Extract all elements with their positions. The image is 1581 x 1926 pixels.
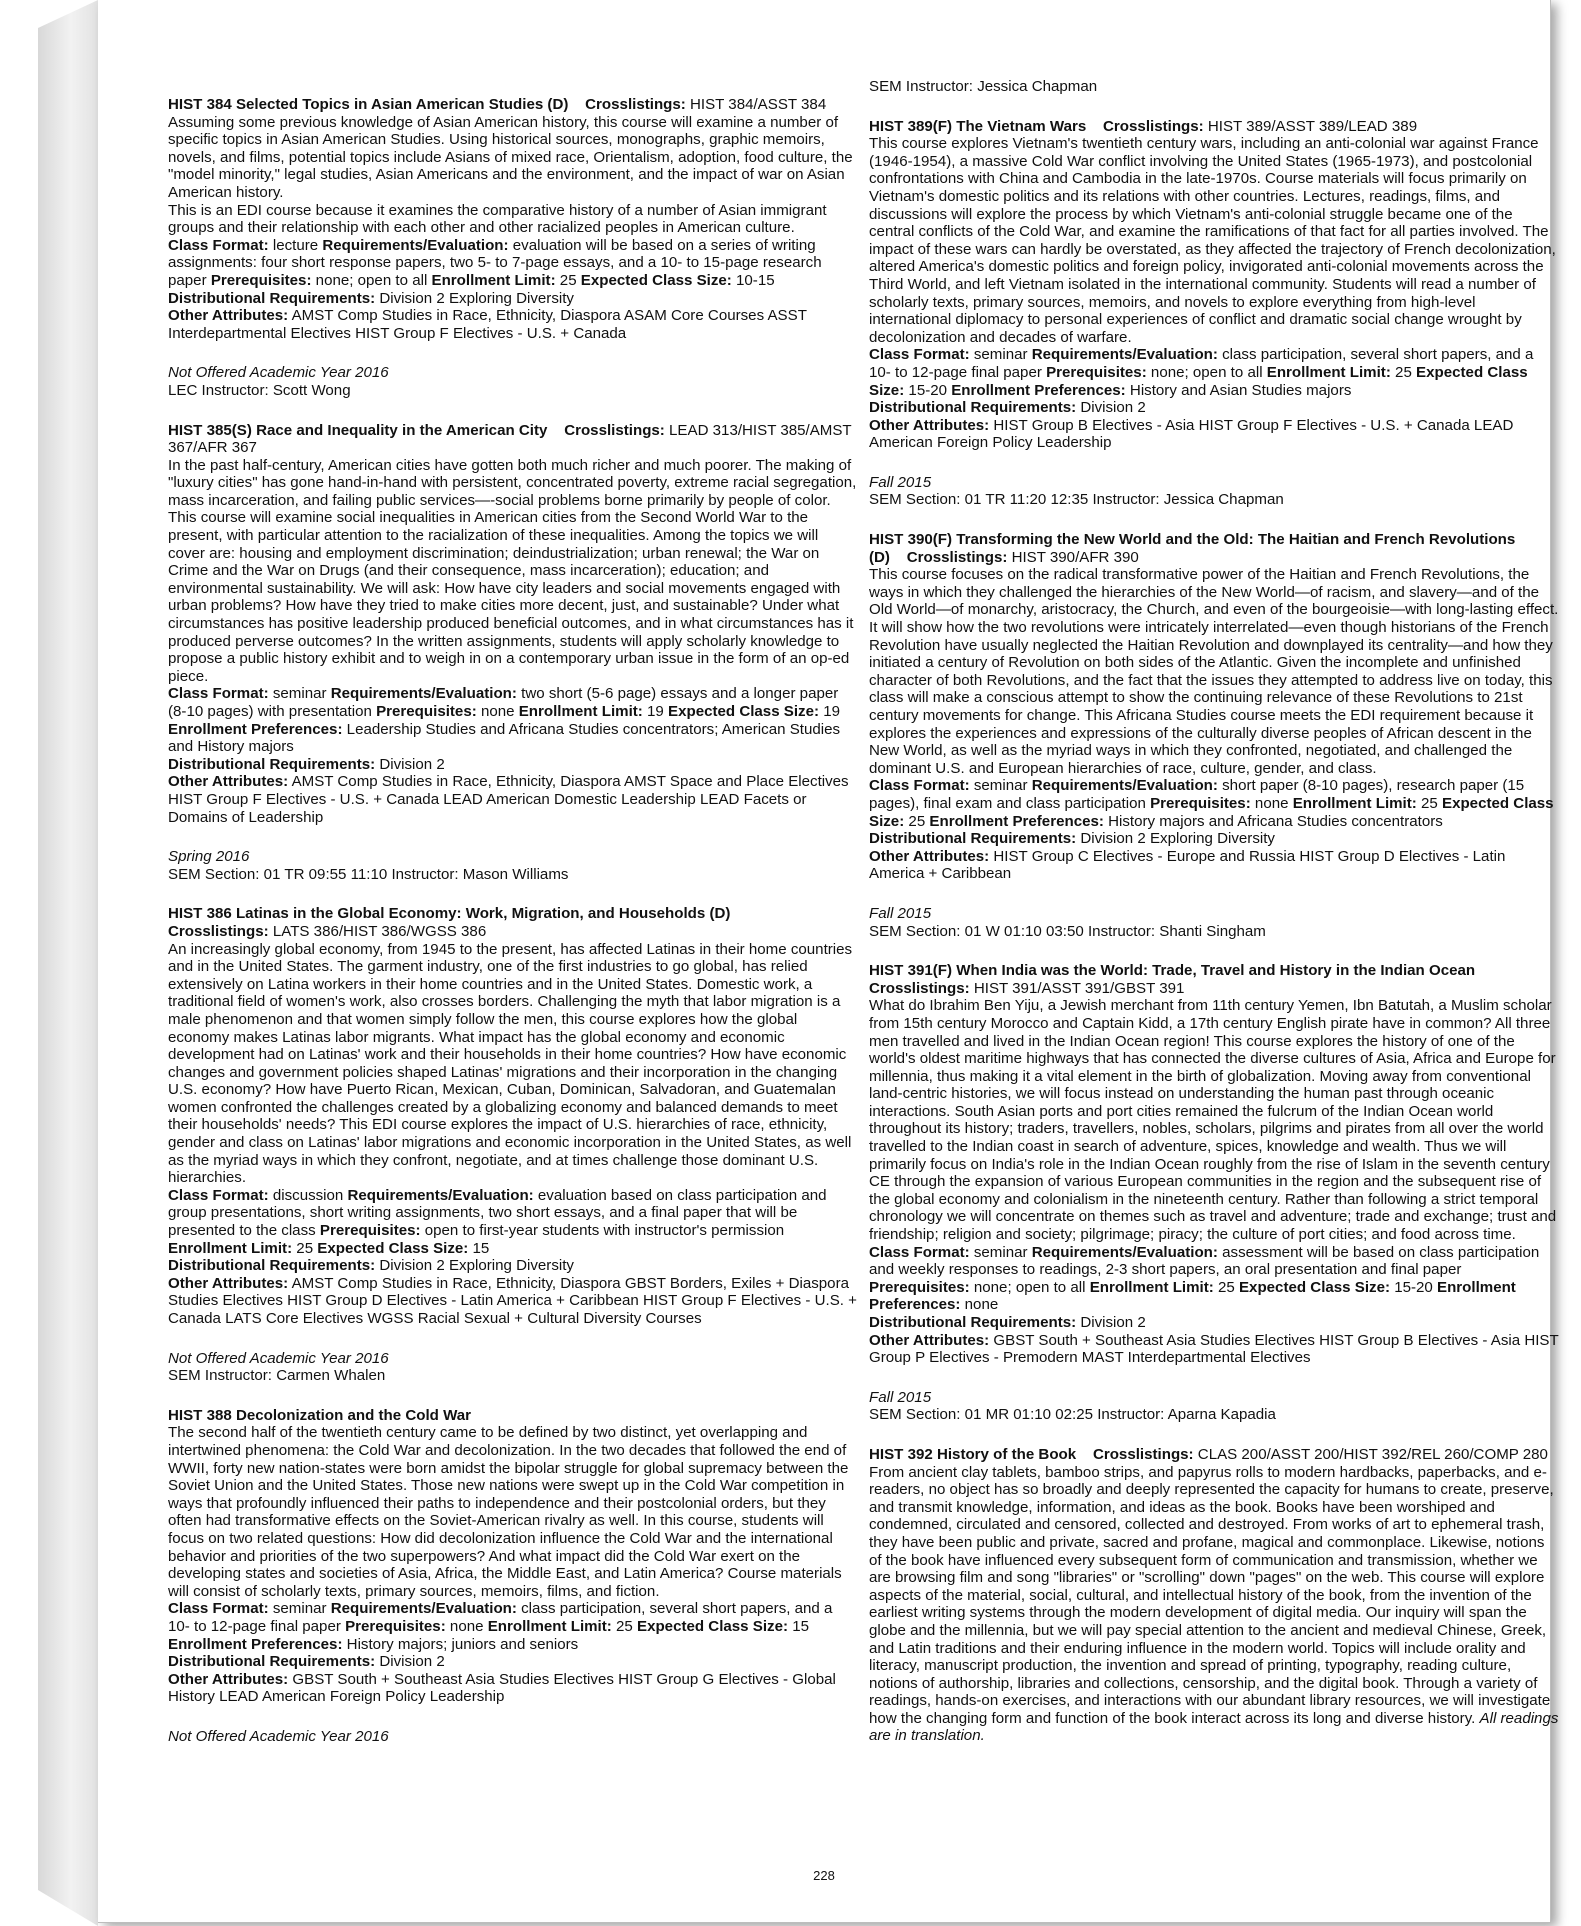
- prerequisites-label: Prerequisites:: [345, 1617, 446, 1635]
- distributional: Division 2: [375, 1653, 445, 1671]
- course-hist-389: [869, 118, 1559, 509]
- prerequisites-label: Prerequisites:: [210, 271, 312, 289]
- enrollment-limit-label: Enrollment Limit:: [1266, 363, 1391, 381]
- enrollment-preferences: History and Asian Studies majors: [1125, 381, 1352, 399]
- class-size-label: Expected Class Size:: [668, 703, 820, 720]
- enrollment-limit-label: Enrollment Limit:: [518, 703, 643, 720]
- class-format: seminar: [969, 1243, 1032, 1261]
- crosslistings-label: Crosslistings:: [1092, 1445, 1194, 1463]
- prerequisites: none: [445, 1617, 488, 1635]
- enrollment-limit: 25: [1416, 794, 1442, 812]
- crosslistings-label: Crosslistings:: [869, 979, 970, 997]
- class-size-label: Expected Class Size:: [869, 363, 1528, 399]
- class-size: 15: [468, 1239, 490, 1257]
- class-format: seminar: [969, 777, 1032, 795]
- course-hist-388: [168, 1407, 858, 1746]
- course-description: The second half of the twentieth century came to be defined by two distinct, yet overlapping and intertwined phenomena: the Cold War and decolonization. In the two decades that followed the end of WWII, forty new nation-states were born amidst the bipolar struggle for global supremacy between the Soviet Union and the United States. Those new nations were swept up in the Cold War competition in ways that profoundly influenced their paths to independence and their postcolonial orders, but they often had transformative effects on the Soviet-American rivalry as well. In this course, students will focus on two related questions: How did decolonization influence the Cold War and the international behavior and priorities of the two superpowers? And what impact did the Cold War exert on the developing states and societies of Asia, Africa, the Middle East, and Latin America? Course materials will consist of scholarly texts, primary sources, memoirs, films, and fiction.: [168, 1424, 849, 1600]
- course-title: HIST 388 Decolonization and the Cold War: [168, 1406, 472, 1424]
- crosslistings: LATS 386/HIST 386/WGSS 386: [268, 922, 487, 940]
- attributes-label: Other Attributes:: [869, 847, 990, 865]
- class-size: 15: [788, 1617, 809, 1635]
- prerequisites: none: [476, 703, 519, 720]
- prerequisites-label: Prerequisites:: [319, 1222, 421, 1240]
- class-format-label: Class Format:: [869, 346, 970, 364]
- section-info: SEM Section: 01 MR 01:10 02:25 Instructor: Aparna Kapadia: [869, 1406, 1276, 1424]
- course-title: HIST 386 Latinas in the Global Economy: Work, Migration, and Households (D): [168, 905, 731, 923]
- crosslistings: HIST 391/ASST 391/GBST 391: [969, 979, 1185, 997]
- class-format-label: Class Format:: [168, 236, 269, 254]
- requirements: class participation, several short papers, and a 10- to 12-page final paper: [869, 346, 1534, 381]
- course-description-edi: This is an EDI course because it examines the comparative history of a number of Asian immigrant groups and their relationship with each other and other racialized peoples in American culture.: [168, 201, 827, 237]
- class-size: 25: [904, 812, 930, 830]
- class-format-label: Class Format:: [869, 777, 970, 795]
- section-info-continued: SEM Instructor: Jessica Chapman: [869, 78, 1098, 95]
- enrollment-limit: 19: [642, 703, 669, 720]
- distributional-label: Distributional Requirements:: [168, 1257, 376, 1275]
- section-info: SEM Section: 01 TR 09:55 11:10 Instructor: Mason Williams: [168, 865, 569, 883]
- crosslistings: LEAD 313/HIST 385/AMST 367/AFR 367: [168, 421, 852, 457]
- catalog-page: [98, 0, 1559, 1923]
- class-format-label: Class Format:: [168, 1186, 269, 1204]
- enrollment-limit-label: Enrollment Limit:: [168, 1239, 293, 1257]
- left-column: [168, 96, 858, 1767]
- crosslistings-label: Crosslistings:: [564, 421, 665, 439]
- requirements-label: Requirements/Evaluation:: [1031, 777, 1218, 795]
- distributional-label: Distributional Requirements:: [869, 399, 1077, 417]
- enrollment-limit: 25: [1213, 1278, 1239, 1296]
- distributional-label: Distributional Requirements:: [869, 1314, 1077, 1331]
- attributes-label: Other Attributes:: [869, 416, 990, 434]
- enrollment-limit-label: Enrollment Limit:: [487, 1617, 612, 1635]
- attributes: AMST Comp Studies in Race, Ethnicity, Diaspora AMST Space and Place Electives HIST Group F Electives - U.S. + Canada LEAD American Domestic Leadership LEAD Facets or Domains of Leadership: [168, 773, 849, 826]
- enrollment-limit: 25: [1390, 363, 1417, 381]
- class-size-label: Expected Class Size:: [869, 794, 1554, 830]
- class-format-label: Class Format:: [869, 1243, 970, 1261]
- prerequisites-label: Prerequisites:: [376, 703, 477, 720]
- term: Not Offered Academic Year 2016: [168, 364, 389, 382]
- page-stack-edge: [38, 0, 98, 1926]
- course-hist-385: [168, 422, 858, 884]
- class-size-label: Expected Class Size:: [317, 1239, 469, 1257]
- class-size-label: Expected Class Size:: [580, 271, 732, 289]
- class-format: lecture: [268, 236, 323, 254]
- distributional-label: Distributional Requirements:: [168, 289, 376, 307]
- course-title: HIST 391(F) When India was the World: Trade, Travel and History in the Indian Ocean: [869, 962, 1476, 980]
- course-description: Assuming some previous knowledge of Asian American history, this course will examine a number of specific topics in Asian American Studies. Using historical sources, monographs, graphic memoirs, novels, and films, potential topics include Asians of mixed race, Orientalism, adoption, food culture, the "model minority," legal studies, Asian Americans and the environment, and the impact of war on Asian American history.: [168, 113, 853, 201]
- class-size: 15-20: [1390, 1278, 1437, 1296]
- enrollment-limit: 25: [611, 1617, 637, 1635]
- distributional-label: Distributional Requirements:: [168, 1653, 376, 1671]
- class-size-label: Expected Class Size:: [1238, 1278, 1390, 1296]
- class-format: seminar: [969, 346, 1032, 364]
- course-description-note: All readings are in translation.: [869, 1709, 1559, 1745]
- distributional-label: Distributional Requirements:: [168, 755, 376, 773]
- enrollment-preferences-label: Enrollment Preferences:: [168, 720, 343, 738]
- crosslistings-label: Crosslistings:: [906, 548, 1008, 566]
- term: Spring 2016: [168, 848, 250, 866]
- term: Fall 2015: [869, 1388, 932, 1406]
- course-hist-392: [869, 1446, 1559, 1745]
- prerequisites-label: Prerequisites:: [869, 1278, 970, 1296]
- class-size: 10-15: [731, 271, 775, 289]
- crosslistings-label: Crosslistings:: [168, 922, 269, 940]
- enrollment-limit-label: Enrollment Limit:: [1292, 794, 1417, 812]
- enrollment-limit-label: Enrollment Limit:: [1089, 1278, 1214, 1296]
- enrollment-limit: 25: [555, 271, 581, 289]
- class-format-label: Class Format:: [168, 1600, 269, 1618]
- section-info: SEM Section: 01 W 01:10 03:50 Instructor: Shanti Singham: [869, 922, 1266, 940]
- term: Not Offered Academic Year 2016: [168, 1349, 389, 1367]
- attributes-label: Other Attributes:: [168, 1274, 289, 1292]
- course-hist-384: [168, 96, 858, 400]
- course-title: HIST 392 History of the Book: [869, 1445, 1077, 1463]
- enrollment-preferences: none: [960, 1296, 999, 1314]
- requirements-label: Requirements/Evaluation:: [1031, 1243, 1218, 1261]
- prerequisites-label: Prerequisites:: [1046, 363, 1147, 381]
- requirements: class participation, several short papers, and a 10- to 12-page final paper: [168, 1600, 833, 1635]
- course-description: From ancient clay tablets, bamboo strips, and papyrus rolls to modern hardbacks, paperbacks, and e-readers, no object has so broadly and deeply represented the capacity for humans to create, preserve, and transmit knowledge, information, and ideas as the book. Books have been worshiped and condemned, circulated and censored, collected and destroyed. From works of art to ephemeral trash, they have been public and private, sacred and profane, magical and commonplace. Likewise, notions of the book have influenced every subsequent form of communication and transmission, whether we are browsing film and song "libraries" or "scrolling" down "pages" on the web. This course will explore aspects of the material, social, cultural, and intellectual history of the book, from the invention of the earliest writing systems through the modern development of digital media. Our inquiry will span the globe and the millennia, but we will pay special attention to the ancient and medieval Chinese, Greek, and Latin traditions and their enduring influence in the modern world. Topics will include orality and literacy, manuscript production, the invention and spread of printing, typography, reading culture, notions of authorship, libraries and collections, censorship, and the digital book. Through a variety of readings, hands-on exercises, and interactions with our abundant library resources, we will investigate how the changing form and function of the book interact across its long and diverse history.: [869, 1463, 1554, 1727]
- prerequisites-label: Prerequisites:: [1150, 794, 1251, 812]
- distributional: Division 2: [375, 755, 445, 773]
- distributional: Division 2: [1076, 399, 1146, 417]
- term: Fall 2015: [869, 904, 932, 922]
- crosslistings-label: Crosslistings:: [585, 96, 686, 113]
- term: Fall 2015: [869, 473, 932, 491]
- enrollment-limit: 25: [292, 1239, 318, 1257]
- requirements: assessment will be based on class participation and weekly responses to readings, 2-3 short papers, an oral presentation and final paper: [869, 1243, 1540, 1279]
- prerequisites: none; open to all: [1146, 363, 1267, 381]
- course-hist-386: [168, 905, 858, 1384]
- requirements-label: Requirements/Evaluation:: [330, 1600, 517, 1618]
- crosslistings: HIST 389/ASST 389/LEAD 389: [1203, 117, 1418, 135]
- requirements-label: Requirements/Evaluation:: [330, 685, 517, 703]
- enrollment-preferences: Leadership Studies and Africana Studies concentrators; American Studies and History majors: [168, 720, 841, 756]
- course-title: HIST 389(F) The Vietnam Wars: [869, 117, 1087, 135]
- attributes: GBST South + Southeast Asia Studies Electives HIST Group B Electives - Asia HIST Group P Electives - Premodern MAST Interdepartmental Electives: [869, 1331, 1559, 1367]
- right-column: [869, 78, 1559, 1767]
- attributes: GBST South + Southeast Asia Studies Electives HIST Group G Electives - Global History LEAD American Foreign Policy Leadership: [168, 1670, 836, 1706]
- attributes-label: Other Attributes:: [168, 1670, 289, 1688]
- requirements: evaluation based on class participation and group presentations, short writing assignments, two short essays, and a final paper that will be presented to the class: [168, 1186, 827, 1240]
- section-info: SEM Section: 01 TR 11:20 12:35 Instructor: Jessica Chapman: [869, 491, 1284, 509]
- class-size: 15-20: [904, 381, 952, 399]
- attributes: AMST Comp Studies in Race, Ethnicity, Diaspora ASAM Core Courses ASST Interdepartmental Electives HIST Group F Electives - U.S. + Canada: [168, 307, 807, 342]
- class-format: seminar: [268, 685, 331, 703]
- distributional: Division 2 Exploring Diversity: [375, 289, 574, 307]
- requirements-label: Requirements/Evaluation:: [347, 1186, 534, 1204]
- course-hist-390: [869, 531, 1559, 940]
- class-format: discussion: [268, 1186, 348, 1204]
- course-hist-391: [869, 962, 1559, 1424]
- course-description: This course focuses on the radical transformative power of the Haitian and French Revolutions, the ways in which they challenged the hierarchies of the New World—of racism, and slavery—and of the Old World—of monarchy, aristocracy, the Church, and even of the bourgeoisie—with long-lasting effect. It will show how the two revolutions were intricately interrelated—even though historians of the French Revolution have usually neglected the Haitian Revolution and downplayed its centrality—and how they initiated a century of Revolution on both sides of the Atlantic. Given the incomplete and unfinished character of both Revolutions, and the fact that the issues they attempted to address live on today, this class will make a conscious attempt to show the continuing relevance of these Revolutions to 21st century movements for change. This Africana Studies course meets the EDI requirement because it explores the experiences and expressions of the culturally diverse peoples of African descent in the New World, as well as the myriad ways in which they confronted, negotiated, and challenged the dominant U.S. and European hierarchies of race, culture, gender, and class.: [869, 566, 1559, 777]
- course-description: What do Ibrahim Ben Yiju, a Jewish merchant from 11th century Yemen, Ibn Batutah, a Muslim scholar from 15th century Morocco and Captain Kidd, a 17th century English pirate have in common? All three men travelled and lived in the Indian Ocean region! This course explores the history of one of the world's oldest maritime highways that has connected the diverse cultures of Asia, Africa and Europe for millennia, thus making it a vital element in the birth of globalization. Moving away from conventional land-centric histories, we will focus instead on understanding the human past through oceanic interactions. South Asian ports and port cities remained the fulcrum of the Indian Ocean world throughout its history; traders, travellers, nobles, scholars, pilgrims and pirates from all over the world travelled to the Indian coast in search of adventure, spices, knowledge and wealth. Thus we will primarily focus on India's role in the Indian Ocean roughly from the rise of Islam in the seventh century CE through the expansion of various European communities in the region and the subsequent rise of the global economy and colonialism in the nineteenth century. Rather than following a strict temporal chronology we will concentrate on themes such as travel and adventure; trade and exchange; trust and friendship; religion and society; pilgrimage; piracy; the culture of port cities; and food across time.: [869, 997, 1557, 1244]
- page-number: 228: [813, 1868, 835, 1883]
- requirements: short paper (8-10 pages), research paper (15 pages), final exam and class participation: [869, 777, 1525, 812]
- requirements-label: Requirements/Evaluation:: [1031, 346, 1218, 364]
- class-size-label: Expected Class Size:: [637, 1617, 789, 1635]
- distributional: Division 2: [1076, 1314, 1146, 1331]
- distributional: Division 2 Exploring Diversity: [1076, 830, 1275, 848]
- course-title: HIST 384 Selected Topics in Asian American Studies (D): [168, 96, 569, 113]
- enrollment-preferences-label: Enrollment Preferences:: [929, 812, 1104, 830]
- distributional: Division 2 Exploring Diversity: [375, 1257, 574, 1275]
- course-description: This course explores Vietnam's twentieth century wars, including an anti-colonial war against France (1946-1954), a massive Cold War conflict involving the United States (1965-1973), and postcolonial confrontations with China and Cambodia in the late-1970s. Course materials will focus primarily on Vietnam's domestic politics and its relations with other countries. Lectures, readings, films, and discussions will explore the process by which Vietnam's anti-colonial struggle became one of the central conflicts of the Cold War, and examine the ramifications of that fact for all parties involved. The impact of these wars can hardly be overstated, as they affected the trajectory of French decolonization, altered America's domestic politics and foreign policy, invigorated anti-colonial movements across the Third World, and left Vietnam isolated in the international community. Students will read a number of scholarly texts, primary sources, memoirs, and novels to explore everything from high-level international diplomacy to personal experiences of conflict and dramatic social change wrought by decolonization and decades of warfare.: [869, 135, 1556, 346]
- distributional-label: Distributional Requirements:: [869, 830, 1077, 848]
- prerequisites: none; open to all: [311, 271, 432, 289]
- enrollment-limit-label: Enrollment Limit:: [431, 271, 556, 289]
- prerequisites: open to first-year students with instructor's permission: [420, 1222, 785, 1240]
- course-description: An increasingly global economy, from 1945 to the present, has affected Latinas in their home countries and in the United States. The garment industry, one of the first industries to go global, has relied extensively on Latina workers in their home countries and in the United States. Domestic work, a traditional field of women's work, also crosses borders. Challenging the myth that labor migration is a male phenomenon and that women simply follow the men, this course explores how the global economy makes Latinas labor migrants. What impact has the global economy and economic development had on Latinas' work and their households in their home countries? How have economic changes and government policies shaped Latinas' migrations and their incorporation in the changing U.S. economy? How have Puerto Rican, Mexican, Cuban, Dominican, Salvadoran, and Guatemalan women confronted the challenges created by a globalizing economy and balanced demands to meet their households' needs? This EDI course explores the impact of U.S. hierarchies of race, ethnicity, gender and class on Latinas' labor migrations and economic incorporation in the United States, as well as the myriad ways in which they confront, negotiate, and at times challenge those dominant U.S. hierarchies.: [168, 940, 853, 1187]
- requirements-label: Requirements/Evaluation:: [322, 236, 509, 254]
- class-format: seminar: [268, 1600, 331, 1618]
- crosslistings: HIST 390/AFR 390: [1007, 548, 1139, 566]
- class-format-label: Class Format:: [168, 685, 269, 703]
- attributes: AMST Comp Studies in Race, Ethnicity, Diaspora GBST Borders, Exiles + Diaspora Studies Electives HIST Group D Electives - Latin America + Caribbean HIST Group F Electives - U.S. + Canada LATS Core Electives WGSS Racial Sexual + Cultural Diversity Courses: [168, 1274, 857, 1327]
- course-title: HIST 385(S) Race and Inequality in the American City: [168, 421, 548, 439]
- course-description: In the past half-century, American cities have gotten both much richer and much poorer. The making of "luxury cities" has gone hand-in-hand with persistent, concentrated poverty, extreme racial segregation, mass incarceration, and failing public services—-social problems borne primarily by people of color. This course will examine social inequalities in American cities from the Second World War to the present, with particular attention to the racialization of these inequalities. Among the topics we will cover are: housing and employment discrimination; deindustrialization; urban renewal; the War on Crime and the War on Drugs (and their consequence, mass incarceration); education; and environmental sustainability. We will ask: How have city leaders and social movements engaged with urban problems? How have they tried to make cities more decent, just, and sustainable? Under what circumstances has positive leadership produced beneficial outcomes, and in what circumstances has it produced perverse outcomes? In the written assignments, students will apply scholarly knowledge to propose a public history exhibit and to weigh in on a contemporary urban issue in the form of an op-ed piece.: [168, 456, 857, 685]
- prerequisites: none; open to all: [969, 1278, 1090, 1296]
- enrollment-preferences: History majors; juniors and seniors: [342, 1635, 579, 1653]
- attributes: HIST Group C Electives - Europe and Russia HIST Group D Electives - Latin America + Caribbean: [869, 847, 1506, 883]
- requirements: evaluation will be based on a series of writing assignments: four short response papers, two 5- to 7-page essays, and a 10- to 15-page research paper: [168, 236, 822, 289]
- enrollment-preferences-label: Enrollment Preferences:: [951, 381, 1126, 399]
- crosslistings: CLAS 200/ASST 200/HIST 392/REL 260/COMP 280: [1193, 1445, 1548, 1463]
- crosslistings: HIST 384/ASST 384: [685, 96, 827, 113]
- enrollment-preferences-label: Enrollment Preferences:: [869, 1278, 1516, 1314]
- course-title: HIST 390(F) Transforming the New World and the Old: The Haitian and French Revolutions (D): [869, 531, 1516, 566]
- class-size: 19: [819, 703, 841, 720]
- attributes-label: Other Attributes:: [168, 307, 289, 325]
- enrollment-preferences: History majors and Africana Studies concentrators: [1103, 812, 1443, 830]
- requirements: two short (5-6 page) essays and a longer paper (8-10 pages) with presentation: [168, 685, 839, 720]
- attributes-label: Other Attributes:: [168, 773, 289, 791]
- term: Not Offered Academic Year 2016: [168, 1727, 389, 1745]
- crosslistings-label: Crosslistings:: [1103, 117, 1204, 135]
- enrollment-preferences-label: Enrollment Preferences:: [168, 1635, 343, 1653]
- section-info: SEM Instructor: Carmen Whalen: [168, 1367, 386, 1385]
- section-info: LEC Instructor: Scott Wong: [168, 381, 351, 399]
- attributes: HIST Group B Electives - Asia HIST Group F Electives - U.S. + Canada LEAD American Foreign Policy Leadership: [869, 416, 1514, 452]
- prerequisites: none: [1250, 794, 1293, 812]
- attributes-label: Other Attributes:: [869, 1331, 990, 1349]
